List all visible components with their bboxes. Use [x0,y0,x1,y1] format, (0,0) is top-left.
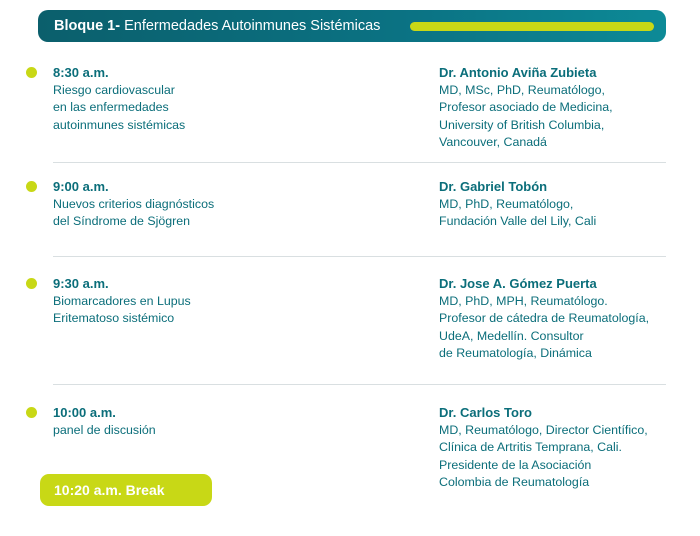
divider [53,256,666,257]
speaker-detail: MD, PhD, Reumatólogo, [439,196,574,211]
header-accent-bar [410,22,654,31]
speaker-detail: MD, PhD, MPH, Reumatólogo. [439,293,608,308]
speaker-detail: Vancouver, Canadá [439,135,547,149]
session-time: 9:30 a.m. [53,276,109,291]
session-right [439,275,649,363]
speaker-detail: UdeA, Medellín. Consultor [439,328,584,343]
session-left [53,275,191,328]
bullet-dot-icon [26,67,37,78]
section-title-bold: Bloque 1- [54,18,121,34]
session-topic-line: panel de discusión [53,422,156,437]
session-topic-line: en las enfermedades [53,100,169,114]
session-topic-line: Riesgo cardiovascular [53,82,175,97]
section-title [54,18,380,34]
session-topic-line: Nuevos criterios diagnósticos [53,196,215,211]
divider [53,384,666,385]
speaker-detail: de Reumatología, Dinámica [439,346,592,360]
session-left [53,178,214,231]
speaker-name: Dr. Jose A. Gómez Puerta [439,276,597,291]
speaker-detail: Fundación Valle del Lily, Cali [439,214,597,228]
divider [53,162,666,163]
session-topic-line: Biomarcadores en Lupus [53,293,191,308]
session-time: 8:30 a.m. [53,65,109,80]
bullet-dot-icon [26,181,37,192]
session-right [439,178,596,231]
bullet-dot-icon [26,407,37,418]
section-header [38,10,666,42]
bullet-dot-icon [26,278,37,289]
speaker-name: Dr. Gabriel Tobón [439,179,548,194]
session-time: 10:00 a.m. [53,405,116,420]
speaker-detail: Profesor de cátedra de Reumatología, [439,311,650,325]
speaker-detail: Presidente de la Asociación [439,457,592,472]
session-topic-line: Eritematoso sistémico [53,311,175,325]
section-title-text: Enfermedades Autoinmunes Sistémicas [120,18,381,34]
speaker-detail: MD, MSc, PhD, Reumatólogo, [439,82,605,97]
speaker-detail: MD, Reumatólogo, Director Científico, [439,422,648,437]
speaker-detail: Colombia de Reumatología [439,475,590,489]
speaker-detail: University of British Columbia, [439,117,605,132]
speaker-detail: Profesor asociado de Medicina, [439,100,613,114]
session-topic-line: autoinmunes sistémicas [53,117,186,132]
session-right [439,404,648,492]
break-badge: 10:20 a.m. Break [40,474,212,506]
session-topic-line: del Síndrome de Sjögren [53,214,191,228]
session-left [53,64,185,134]
speaker-detail: Clínica de Artritis Temprana, Cali. [439,440,622,454]
session-time: 9:00 a.m. [53,179,109,194]
speaker-name: Dr. Antonio Aviña Zubieta [439,65,597,80]
session-left [53,404,156,439]
session-right [439,64,613,152]
speaker-name: Dr. Carlos Toro [439,405,532,420]
